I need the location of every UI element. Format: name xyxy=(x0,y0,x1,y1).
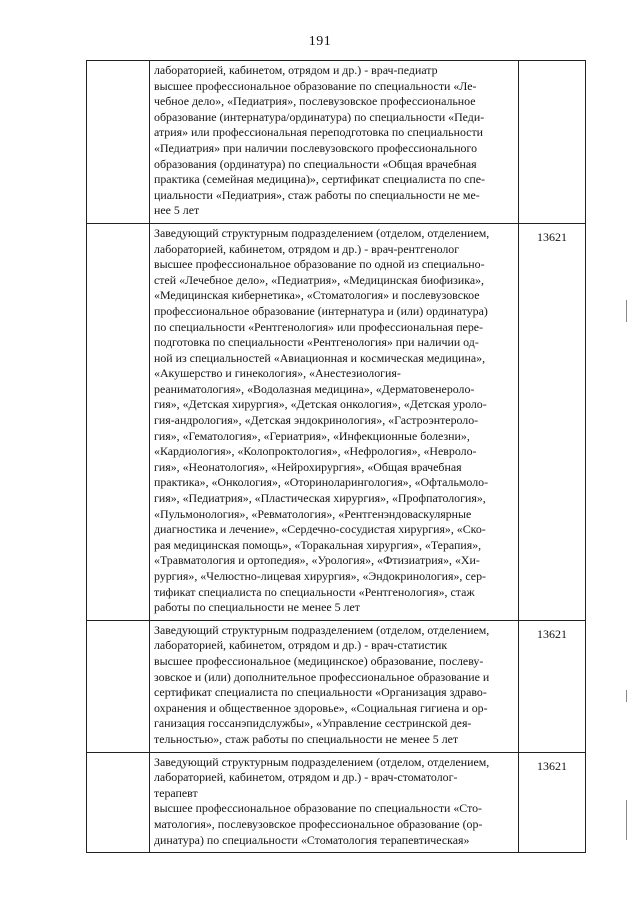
description-line: Заведующий структурным подразделением (отделом, отделением, xyxy=(154,754,490,769)
description-line: Заведующий структурным подразделением (отделом, отделением, xyxy=(154,622,490,637)
code-cell xyxy=(519,223,586,620)
description-line: гия», «Гематология», «Гериатрия», «Инфекционные болезни», xyxy=(154,428,470,443)
empty-cell xyxy=(87,620,150,752)
description-line: практика (семейная медицина)», сертификат специалиста по спе- xyxy=(154,172,486,187)
description-line: «Педиатрия» при наличии послевузовского профессионального xyxy=(154,140,478,155)
description-line: по специальности «Рентгенология» или профессиональная пере- xyxy=(154,319,484,334)
table-row xyxy=(87,620,586,752)
description-line: высшее профессиональное образование по одной из специально- xyxy=(154,257,485,272)
scan-edge-mark xyxy=(626,800,627,840)
description-line: лабораторией, кабинетом, отрядом и др.) - врач-стоматолог- xyxy=(154,770,458,785)
description-line: зовское и (или) дополнительное профессиональное образование и xyxy=(154,669,490,684)
description-line: гия-андрология», «Детская эндокринология», «Гастроэнтероло- xyxy=(154,413,479,428)
cell-padding xyxy=(150,848,518,852)
description-line: чебное дело», «Педиатрия», послевузовское профессиональное xyxy=(154,94,476,109)
cell-padding xyxy=(150,219,518,223)
code-cell xyxy=(519,61,586,224)
position-description-cell xyxy=(150,620,519,752)
description-line: тельностью», стаж работы по специальности не менее 5 лет xyxy=(154,731,459,746)
description-line: образования (ординатура) по специальности «Общая врачебная xyxy=(154,156,477,171)
description-line: рая медицинская помощь», «Торакальная хирургия», «Терапия», xyxy=(154,537,482,552)
description-line: подготовка по специальности «Рентгенология» при наличии од- xyxy=(154,335,479,350)
empty-cell xyxy=(87,61,150,224)
table-row xyxy=(87,223,586,620)
occupation-code: 13621 xyxy=(537,626,567,641)
description-line: «Акушерство и гинекология», «Анестезиология- xyxy=(154,366,401,381)
description-line: лабораторией, кабинетом, отрядом и др.) - врач-статистик xyxy=(154,638,448,653)
description-line: охранения и общественное здоровье», «Социальная гигиена и ор- xyxy=(154,700,488,715)
description-line: тификат специалиста по специальности «Рентгенология», стаж xyxy=(154,584,475,599)
description-line: гия», «Неонатология», «Нейрохирургия», «Общая врачебная xyxy=(154,459,462,474)
description-line: циальности «Педиатрия», стаж работы по специальности не ме- xyxy=(154,187,480,202)
table-row xyxy=(87,752,586,853)
description-line: лабораторией, кабинетом, отрядом и др.) - врач-педиатр xyxy=(154,63,438,77)
position-description-cell xyxy=(150,223,519,620)
occupation-code xyxy=(519,61,585,67)
cell-padding xyxy=(150,616,518,620)
description-line: атрия» или профессиональная переподготовка по специальности xyxy=(154,125,484,140)
description-line: ганизация госсанэпидслужбы», «Управление сестринской дея- xyxy=(154,716,472,731)
description-line: лабораторией, кабинетом, отрядом и др.) - врач-рентгенолог xyxy=(154,241,460,256)
description-line: ной из специальностей «Авиационная и космическая медицина», xyxy=(154,350,486,365)
description-line: работы по специальности не менее 5 лет xyxy=(154,600,360,615)
description-line: высшее профессиональное образование по специальности «Ле- xyxy=(154,78,477,93)
table-body xyxy=(87,61,586,853)
description-line: практика», «Онкология», «Оториноларингология», «Офтальмоло- xyxy=(154,475,489,490)
description-line: «Кардиология», «Колопроктология», «Нефрология», «Невроло- xyxy=(154,444,477,459)
description-line: гия», «Педиатрия», «Пластическая хирургия», «Профпатология», xyxy=(154,491,486,506)
scan-edge-mark xyxy=(626,300,627,322)
qualification-table xyxy=(86,60,586,853)
position-description-cell xyxy=(150,752,519,853)
description-line: гия», «Детская хирургия», «Детская онкология», «Детская уроло- xyxy=(154,397,487,412)
code-cell xyxy=(519,752,586,853)
description-line: матология», послевузовское профессиональное образование (ор- xyxy=(154,816,483,831)
description-line: динатура) по специальности «Стоматология терапевтическая» xyxy=(154,832,470,847)
scan-edge-mark xyxy=(626,690,627,702)
occupation-code: 13621 xyxy=(537,229,567,244)
position-description-cell xyxy=(150,61,519,224)
description-line: реаниматология», «Водолазная медицина», «Дерматовенероло- xyxy=(154,381,475,396)
description-line: стей «Лечебное дело», «Педиатрия», «Медицинская биофизика», xyxy=(154,272,485,287)
table-row xyxy=(87,61,586,224)
description-line: «Медицинская кибернетика», «Стоматология» и послевузовское xyxy=(154,288,480,303)
description-line: сертификат специалиста по специальности «Организация здраво- xyxy=(154,685,487,700)
empty-cell xyxy=(87,223,150,620)
cell-padding xyxy=(150,748,518,752)
description-line: высшее профессиональное образование по специальности «Сто- xyxy=(154,801,483,816)
description-line: образование (интернатура/ординатура) по специальности «Педи- xyxy=(154,109,485,124)
description-line: рургия», «Челюстно-лицевая хирургия», «Эндокринология», сер- xyxy=(154,569,486,583)
description-line: нее 5 лет xyxy=(154,203,200,218)
page-number: 191 xyxy=(308,34,332,49)
description-line: терапевт xyxy=(154,785,198,800)
code-cell xyxy=(519,620,586,752)
description-line: «Травматология и ортопедия», «Урология», «Фтизиатрия», «Хи- xyxy=(154,553,480,568)
occupation-code: 13621 xyxy=(537,758,567,773)
description-line: диагностика и лечение», «Сердечно-сосудистая хирургия», «Ско- xyxy=(154,522,486,537)
description-line: «Пульмонология», «Ревматология», «Рентгенэндоваскулярные xyxy=(154,506,472,521)
description-line: Заведующий структурным подразделением (отделом, отделением, xyxy=(154,225,490,240)
empty-cell xyxy=(87,752,150,853)
description-line: высшее профессиональное (медицинское) образование, послеву- xyxy=(154,653,484,668)
description-line: профессиональное образование (интернатура и (или) ординатура) xyxy=(154,303,488,318)
